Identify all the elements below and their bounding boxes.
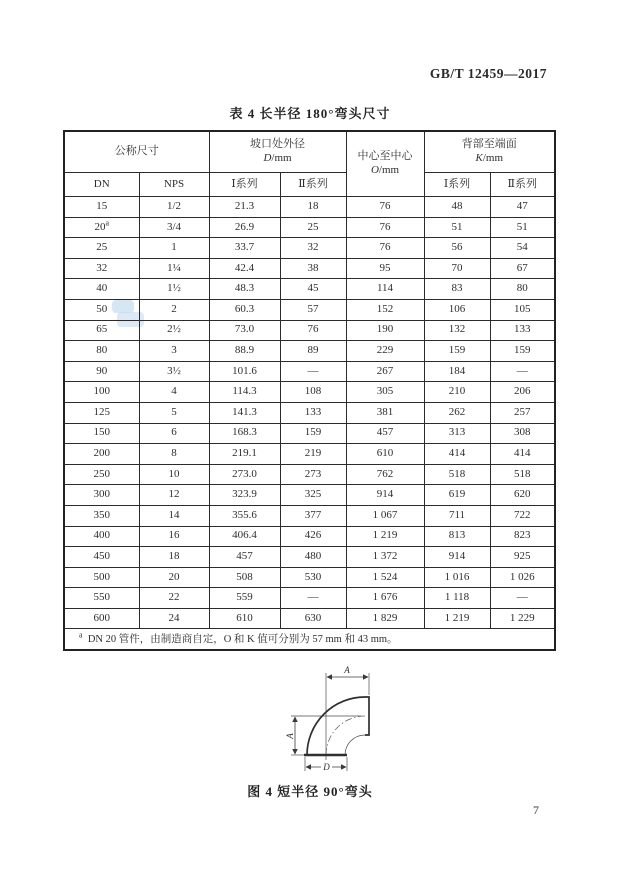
table-cell: 480 bbox=[280, 547, 346, 568]
table-row bbox=[64, 608, 555, 629]
table-cell: 308 bbox=[490, 423, 555, 444]
table-cell: 152 bbox=[346, 299, 424, 320]
table-cell: 508 bbox=[209, 567, 280, 588]
table-cell: 3/4 bbox=[139, 217, 209, 238]
table-cell: 305 bbox=[346, 382, 424, 403]
table-cell: 101.6 bbox=[209, 361, 280, 382]
table-cell: — bbox=[280, 361, 346, 382]
table-row bbox=[64, 341, 555, 362]
table-cell: 313 bbox=[424, 423, 490, 444]
table-cell: 65 bbox=[64, 320, 139, 341]
table-cell: 414 bbox=[490, 444, 555, 465]
table-cell: 106 bbox=[424, 299, 490, 320]
table-cell: 108 bbox=[280, 382, 346, 403]
table-cell: — bbox=[490, 588, 555, 609]
table-cell: 76 bbox=[346, 217, 424, 238]
table-cell: 45 bbox=[280, 279, 346, 300]
table-cell: 325 bbox=[280, 485, 346, 506]
table-body bbox=[64, 197, 555, 629]
table-cell: 267 bbox=[346, 361, 424, 382]
table-row bbox=[64, 217, 555, 238]
table-cell: 1 524 bbox=[346, 567, 424, 588]
table-cell: 823 bbox=[490, 526, 555, 547]
elbow-figure bbox=[243, 663, 411, 781]
table-row bbox=[64, 320, 555, 341]
table-cell: 257 bbox=[490, 402, 555, 423]
table-cell: 48 bbox=[424, 197, 490, 218]
table-cell: 38 bbox=[280, 258, 346, 279]
table-cell: 70 bbox=[424, 258, 490, 279]
table-row bbox=[64, 299, 555, 320]
footnote-text: DN 20 管件，由制造商自定，O 和 K 值可分别为 57 mm 和 43 mm。 bbox=[87, 633, 398, 645]
dimensions-table bbox=[63, 130, 556, 651]
header-od-series1: Ⅰ系列 bbox=[209, 173, 280, 197]
header-k-series2: Ⅱ系列 bbox=[490, 173, 555, 197]
table-row bbox=[64, 402, 555, 423]
table-cell: 722 bbox=[490, 505, 555, 526]
elbow-diagram bbox=[243, 663, 411, 781]
header-nps: NPS bbox=[139, 173, 209, 197]
table-cell: — bbox=[490, 361, 555, 382]
table-cell: 355.6 bbox=[209, 505, 280, 526]
table-cell: 450 bbox=[64, 547, 139, 568]
table-row bbox=[64, 238, 555, 259]
header-k-series1: Ⅰ系列 bbox=[424, 173, 490, 197]
table-cell: 73.0 bbox=[209, 320, 280, 341]
elbow-outer-arc bbox=[307, 697, 365, 755]
header-dn: DN bbox=[64, 173, 139, 197]
table-cell: 42.4 bbox=[209, 258, 280, 279]
table-cell: 1/2 bbox=[139, 197, 209, 218]
table-cell: 610 bbox=[209, 608, 280, 629]
table-cell: 114 bbox=[346, 279, 424, 300]
table-cell: 600 bbox=[64, 608, 139, 629]
table-cell: 159 bbox=[490, 341, 555, 362]
table-cell: 67 bbox=[490, 258, 555, 279]
doc-number: GB/T 12459—2017 bbox=[429, 66, 547, 81]
table-row bbox=[64, 382, 555, 403]
table-cell: 60.3 bbox=[209, 299, 280, 320]
table-cell: 200 bbox=[64, 444, 139, 465]
table-cell: 2½ bbox=[139, 320, 209, 341]
table-cell: 132 bbox=[424, 320, 490, 341]
table-cell: 33.7 bbox=[209, 238, 280, 259]
table-cell: 190 bbox=[346, 320, 424, 341]
table-row bbox=[64, 567, 555, 588]
table-cell: 1 676 bbox=[346, 588, 424, 609]
table-cell: 620 bbox=[490, 485, 555, 506]
table-cell: 14 bbox=[139, 505, 209, 526]
header-nominal-size-label: 公称尺寸 bbox=[114, 145, 159, 158]
header-nominal-size bbox=[64, 131, 209, 173]
table-cell: 518 bbox=[490, 464, 555, 485]
table-cell: 381 bbox=[346, 402, 424, 423]
table-cell: 24 bbox=[139, 608, 209, 629]
table-row bbox=[64, 444, 555, 465]
table-cell: 89 bbox=[280, 341, 346, 362]
table-cell: 350 bbox=[64, 505, 139, 526]
table-cell: 1 219 bbox=[346, 526, 424, 547]
table-cell: 518 bbox=[424, 464, 490, 485]
footnote-marker: a bbox=[79, 630, 83, 640]
table-cell: 273.0 bbox=[209, 464, 280, 485]
table-cell: 925 bbox=[490, 547, 555, 568]
table-cell: 47 bbox=[490, 197, 555, 218]
table-cell: 133 bbox=[490, 320, 555, 341]
table-cell: 530 bbox=[280, 567, 346, 588]
page-number: 7 bbox=[533, 803, 539, 817]
table-cell: 400 bbox=[64, 526, 139, 547]
elbow-right-face bbox=[365, 697, 369, 735]
table-cell: 5 bbox=[139, 402, 209, 423]
table-cell: 914 bbox=[346, 485, 424, 506]
table-cell: 206 bbox=[490, 382, 555, 403]
table-cell: 1 026 bbox=[490, 567, 555, 588]
table-cell: 8 bbox=[139, 444, 209, 465]
table-cell: 406.4 bbox=[209, 526, 280, 547]
table-title: 表 4 长半径 180°弯头尺寸 bbox=[229, 106, 391, 121]
table-row bbox=[64, 588, 555, 609]
table-cell: 56 bbox=[424, 238, 490, 259]
table-cell: 1 bbox=[139, 238, 209, 259]
table-cell: 125 bbox=[64, 402, 139, 423]
table-cell: 813 bbox=[424, 526, 490, 547]
footnote bbox=[64, 629, 555, 651]
table-cell: 250 bbox=[64, 464, 139, 485]
table-cell: 3 bbox=[139, 341, 209, 362]
table-cell: 1 219 bbox=[424, 608, 490, 629]
table-cell: 100 bbox=[64, 382, 139, 403]
table-cell: 76 bbox=[280, 320, 346, 341]
table-cell: 54 bbox=[490, 238, 555, 259]
table-cell: 1 372 bbox=[346, 547, 424, 568]
table-cell: 1 118 bbox=[424, 588, 490, 609]
header-od-group: 坡口处外径 D/mm bbox=[209, 131, 346, 173]
table-cell: 457 bbox=[346, 423, 424, 444]
table-cell: 20$^a$ bbox=[64, 217, 139, 238]
table-cell: 1 016 bbox=[424, 567, 490, 588]
table-cell: 184 bbox=[424, 361, 490, 382]
table-cell: 150 bbox=[64, 423, 139, 444]
table-cell: 159 bbox=[424, 341, 490, 362]
table-cell: 219 bbox=[280, 444, 346, 465]
table-cell: 88.9 bbox=[209, 341, 280, 362]
table-cell: 229 bbox=[346, 341, 424, 362]
table-cell: 559 bbox=[209, 588, 280, 609]
table-cell: 1¼ bbox=[139, 258, 209, 279]
table-cell: 25 bbox=[64, 238, 139, 259]
table-cell: 273 bbox=[280, 464, 346, 485]
table-cell: 377 bbox=[280, 505, 346, 526]
table-cell: 90 bbox=[64, 361, 139, 382]
table-row bbox=[64, 279, 555, 300]
table-row bbox=[64, 258, 555, 279]
table-row bbox=[64, 361, 555, 382]
table-row bbox=[64, 526, 555, 547]
table-cell: 95 bbox=[346, 258, 424, 279]
table-cell: 6 bbox=[139, 423, 209, 444]
table-row bbox=[64, 485, 555, 506]
table-cell: 219.1 bbox=[209, 444, 280, 465]
dim-label-a-left: A bbox=[285, 733, 295, 739]
table-cell: 914 bbox=[424, 547, 490, 568]
table-cell: 10 bbox=[139, 464, 209, 485]
table-cell: 4 bbox=[139, 382, 209, 403]
table-cell: 210 bbox=[424, 382, 490, 403]
table-cell: 1½ bbox=[139, 279, 209, 300]
table-cell: 3½ bbox=[139, 361, 209, 382]
table-cell: 32 bbox=[280, 238, 346, 259]
table-cell: 20 bbox=[139, 567, 209, 588]
table-row bbox=[64, 547, 555, 568]
header-back-to-face: 背部至端面 K/mm bbox=[424, 131, 555, 173]
table-cell: 619 bbox=[424, 485, 490, 506]
table-row bbox=[64, 423, 555, 444]
table-cell: 1 229 bbox=[490, 608, 555, 629]
table-cell: 40 bbox=[64, 279, 139, 300]
table-cell: 168.3 bbox=[209, 423, 280, 444]
table-cell: 711 bbox=[424, 505, 490, 526]
table-cell: 80 bbox=[64, 341, 139, 362]
table-cell: 630 bbox=[280, 608, 346, 629]
table-cell: 25 bbox=[280, 217, 346, 238]
table-cell: 57 bbox=[280, 299, 346, 320]
table-cell: 426 bbox=[280, 526, 346, 547]
table-cell: 48.3 bbox=[209, 279, 280, 300]
table-cell: 32 bbox=[64, 258, 139, 279]
dim-label-a-top: A bbox=[344, 665, 350, 675]
table-cell: 457 bbox=[209, 547, 280, 568]
table-cell: 12 bbox=[139, 485, 209, 506]
table-cell: 550 bbox=[64, 588, 139, 609]
table-cell: — bbox=[280, 588, 346, 609]
table-cell: 15 bbox=[64, 197, 139, 218]
header-od-series2: Ⅱ系列 bbox=[280, 173, 346, 197]
table-cell: 114.3 bbox=[209, 382, 280, 403]
table-cell: 16 bbox=[139, 526, 209, 547]
table-cell: 141.3 bbox=[209, 402, 280, 423]
table-cell: 26.9 bbox=[209, 217, 280, 238]
table-cell: 762 bbox=[346, 464, 424, 485]
elbow-inner-arc bbox=[345, 735, 365, 755]
table-cell: 50 bbox=[64, 299, 139, 320]
table-cell: 83 bbox=[424, 279, 490, 300]
table-cell: 76 bbox=[346, 238, 424, 259]
table-cell: 51 bbox=[490, 217, 555, 238]
table-cell: 159 bbox=[280, 423, 346, 444]
table-cell: 105 bbox=[490, 299, 555, 320]
table-cell: 300 bbox=[64, 485, 139, 506]
table-cell: 262 bbox=[424, 402, 490, 423]
header-center-to-center: 中心至中心 O/mm bbox=[346, 131, 424, 197]
table-cell: 610 bbox=[346, 444, 424, 465]
table-cell: 18 bbox=[139, 547, 209, 568]
table-cell: 18 bbox=[280, 197, 346, 218]
dim-label-d-bottom: D bbox=[323, 762, 330, 772]
table-cell: 76 bbox=[346, 197, 424, 218]
table-row bbox=[64, 197, 555, 218]
table-cell: 2 bbox=[139, 299, 209, 320]
table-cell: 51 bbox=[424, 217, 490, 238]
table-cell: 500 bbox=[64, 567, 139, 588]
table-cell: 1 067 bbox=[346, 505, 424, 526]
table-cell: 323.9 bbox=[209, 485, 280, 506]
table-cell: 133 bbox=[280, 402, 346, 423]
table-cell: 21.3 bbox=[209, 197, 280, 218]
table-row bbox=[64, 464, 555, 485]
table-footer bbox=[64, 629, 555, 651]
table-cell: 80 bbox=[490, 279, 555, 300]
figure-caption: 图 4 短半径 90°弯头 bbox=[247, 784, 373, 799]
table-cell: 414 bbox=[424, 444, 490, 465]
table-cell: 1 829 bbox=[346, 608, 424, 629]
table-row bbox=[64, 505, 555, 526]
table-header bbox=[64, 131, 555, 197]
table-cell: 22 bbox=[139, 588, 209, 609]
